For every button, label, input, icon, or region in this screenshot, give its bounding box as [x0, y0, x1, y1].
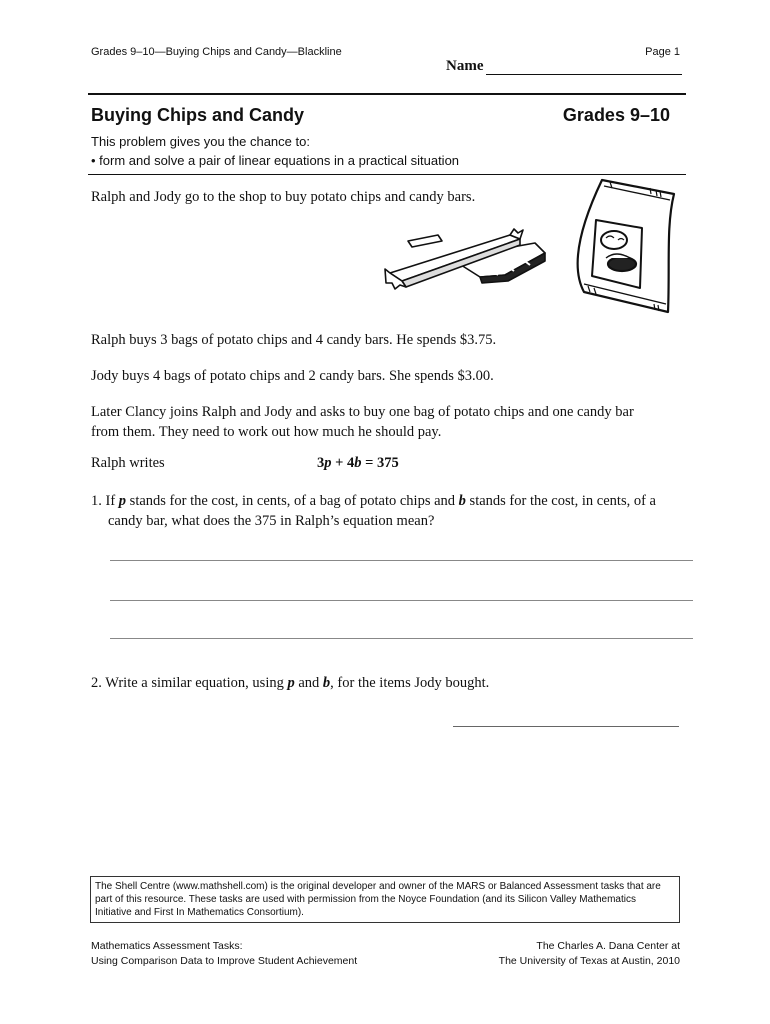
question-1	[91, 491, 691, 531]
intro	[91, 132, 459, 170]
eq-var-p: p	[324, 455, 332, 471]
q1-mid: stands for the cost, in cents, of a bag of potato chips and	[126, 493, 459, 509]
eq-end: = 375	[361, 455, 399, 471]
footer-left-line-2: Using Comparison Data to Improve Student Achievement	[91, 955, 358, 967]
name-label: Name	[446, 58, 484, 74]
q1-pre: 1. If	[91, 493, 119, 509]
candy-bars-illustration	[380, 225, 550, 295]
q2-and: and	[294, 675, 323, 691]
footer-right-line-2: The University of Texas at Austin, 2010	[498, 955, 680, 967]
section-rule	[88, 174, 686, 175]
question-2	[91, 675, 489, 692]
page-number: Page 1	[645, 46, 680, 58]
paragraph-1: Ralph and Jody go to the shop to buy potato chips and candy bars.	[91, 189, 476, 205]
paragraph-4-line-2: from them. They need to work out how much he should pay.	[91, 424, 442, 440]
footer-left	[91, 939, 357, 969]
paragraph-4	[91, 402, 691, 442]
grades-label: Grades 9–10	[562, 105, 670, 125]
top-rule	[88, 93, 686, 95]
paragraph-3: Jody buys 4 bags of potato chips and 2 candy bars. She spends $3.00.	[91, 368, 494, 384]
paragraph-4-line-1: Later Clancy joins Ralph and Jody and asks to buy one bag of potato chips and one candy bar	[91, 404, 634, 420]
footer-right	[499, 939, 680, 969]
footer-left-line-1: Mathematics Assessment Tasks:	[91, 940, 243, 952]
ralph-writes-label: Ralph writes	[91, 455, 165, 471]
q2-pre: 2. Write a similar equation, using	[91, 675, 288, 691]
q1-var-p: p	[118, 493, 127, 509]
q1-var-b: b	[458, 493, 466, 509]
header-left: Grades 9–10—Buying Chips and Candy—Blackline	[91, 46, 342, 58]
question-1-line-2: candy bar, what does the 375 in Ralph’s equation mean?	[108, 513, 435, 529]
q2-var-p: p	[287, 675, 295, 691]
name-line	[486, 60, 682, 75]
paragraph-2: Ralph buys 3 bags of potato chips and 4 candy bars. He spends $3.75.	[91, 332, 497, 348]
page-title: Buying Chips and Candy	[91, 105, 305, 125]
answer-line-1[interactable]	[110, 560, 693, 561]
q2-var-b: b	[322, 675, 331, 691]
answer-line-2[interactable]	[110, 600, 693, 601]
copyright-footnote: The Shell Centre (www.mathshell.com) is the original developer and owner of the MARS or Balanced Assessment tasks that are part of this resource. These tasks are used with permission from the Noyce Foundation (and its Silicon Valley Mathematics Initiative and First In Mathematics Consortium).	[90, 876, 680, 923]
chips-bag-icon	[570, 176, 680, 316]
footer-right-line-1: The Charles A. Dana Center at	[536, 940, 680, 952]
q2-post: , for the items Jody bought.	[330, 675, 490, 691]
eq-var-b: b	[354, 455, 362, 471]
name-field	[446, 58, 682, 75]
q1-post: stands for the cost, in cents, of a	[465, 493, 656, 509]
ralph-equation	[317, 455, 399, 472]
intro-line-1: This problem gives you the chance to:	[91, 134, 310, 149]
question-1-line-1	[91, 491, 691, 511]
answer-line-3[interactable]	[110, 638, 693, 639]
eq-coef-1: 3	[317, 455, 325, 471]
answer-line-q2[interactable]	[453, 726, 679, 727]
intro-line-2: • form and solve a pair of linear equations in a practical situation	[91, 153, 460, 168]
eq-mid: + 4	[331, 455, 355, 471]
